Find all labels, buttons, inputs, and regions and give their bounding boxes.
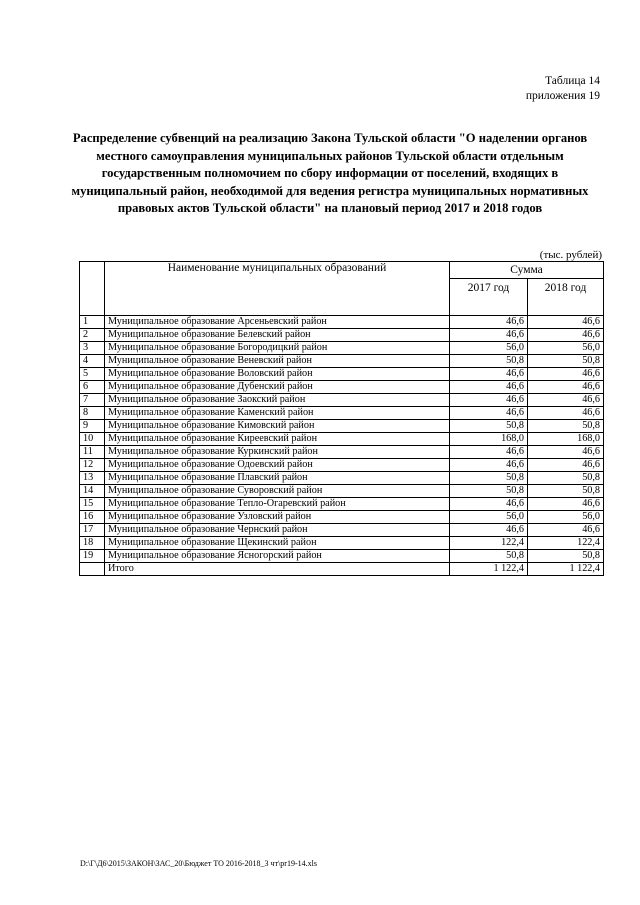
municipality-name: Муниципальное образование Дубенский район: [105, 381, 450, 394]
table-row: [80, 498, 604, 511]
amount-2018: 50,8: [528, 550, 604, 563]
table-row: [80, 381, 604, 394]
table-row: [80, 368, 604, 381]
table-row: [80, 485, 604, 498]
municipality-name: Муниципальное образование Узловский район: [105, 511, 450, 524]
table-row: [80, 537, 604, 550]
amount-2017: 122,4: [450, 537, 528, 550]
header-number-cell: [80, 262, 105, 316]
amount-2017: 46,6: [450, 368, 528, 381]
row-number: 7: [80, 394, 105, 407]
row-number: 8: [80, 407, 105, 420]
amount-2017: 46,6: [450, 394, 528, 407]
appendix-number: приложения 19: [525, 90, 600, 102]
row-number: 1: [80, 316, 105, 329]
amount-2017: 50,8: [450, 550, 528, 563]
amount-2017: 46,6: [450, 459, 528, 472]
row-number: 16: [80, 511, 105, 524]
header-sum: Сумма: [450, 262, 604, 279]
amount-2018: 50,8: [528, 420, 604, 433]
row-number: 3: [80, 342, 105, 355]
amount-2018: 168,0: [528, 433, 604, 446]
amount-2017: 56,0: [450, 342, 528, 355]
amount-2018: 56,0: [528, 342, 604, 355]
amount-2018: 122,4: [528, 537, 604, 550]
amount-2018: 50,8: [528, 472, 604, 485]
row-number: 10: [80, 433, 105, 446]
table-reference: [526, 74, 600, 104]
header-row: [80, 262, 604, 279]
row-number: 19: [80, 550, 105, 563]
amount-2017: 46,6: [450, 329, 528, 342]
amount-2017: 46,6: [450, 446, 528, 459]
table-row: [80, 459, 604, 472]
row-number: 17: [80, 524, 105, 537]
municipality-name: Муниципальное образование Киреевский район: [105, 433, 450, 446]
subvention-table: [79, 261, 604, 576]
row-number: 14: [80, 485, 105, 498]
row-number: 5: [80, 368, 105, 381]
amount-2018: 56,0: [528, 511, 604, 524]
amount-2017: 168,0: [450, 433, 528, 446]
table-row: [80, 355, 604, 368]
municipality-name: Муниципальное образование Кимовский район: [105, 420, 450, 433]
total-row: [80, 563, 604, 576]
table-row: [80, 342, 604, 355]
amount-2018: 46,6: [528, 407, 604, 420]
amount-2017: 46,6: [450, 498, 528, 511]
row-number: 6: [80, 381, 105, 394]
municipality-name: Муниципальное образование Арсеньевский район: [105, 316, 450, 329]
amount-2018: 50,8: [528, 355, 604, 368]
row-number: 15: [80, 498, 105, 511]
municipality-name: Муниципальное образование Ясногорский район: [105, 550, 450, 563]
amount-2018: 50,8: [528, 485, 604, 498]
table-row: [80, 316, 604, 329]
municipality-name: Муниципальное образование Воловский район: [105, 368, 450, 381]
amount-2017: 50,8: [450, 485, 528, 498]
municipality-name: Муниципальное образование Заокский район: [105, 394, 450, 407]
table-row: [80, 407, 604, 420]
row-number: 18: [80, 537, 105, 550]
file-path: D:\Г\Д6\2015\ЗАКОН\ЗАС_20\Бюджет ТО 2016-2018_3 чт\pr19-14.xls: [80, 859, 317, 868]
header-name: Наименование муниципальных образований: [105, 262, 450, 316]
amount-2017: 46,6: [450, 381, 528, 394]
municipality-name: Муниципальное образование Веневский район: [105, 355, 450, 368]
table-row: [80, 550, 604, 563]
table-row: [80, 329, 604, 342]
table-row: [80, 511, 604, 524]
row-number: 9: [80, 420, 105, 433]
amount-2018: 46,6: [528, 316, 604, 329]
table-row: [80, 524, 604, 537]
table-row: [80, 433, 604, 446]
total-2018: 1 122,4: [528, 563, 604, 576]
municipality-name: Муниципальное образование Плавский район: [105, 472, 450, 485]
amount-2018: 46,6: [528, 446, 604, 459]
amount-2018: 46,6: [528, 459, 604, 472]
amount-2018: 46,6: [528, 498, 604, 511]
total-2017: 1 122,4: [450, 563, 528, 576]
document-title: Распределение субвенций на реализацию Закона Тульской области "О наделении органов местного самоуправления муниципальных районов Тульской области отдельным государственным полномочием по сбору информации от поселений, входящих в муниципальный район, необходимой для ведения регистра муниципальных нормативных правовых актов Тульской области" на плановый период 2017 и 2018 годов: [71, 131, 589, 215]
header-2017: 2017 год: [450, 279, 528, 316]
table-row: [80, 446, 604, 459]
total-number-cell: [80, 563, 105, 576]
amount-2018: 46,6: [528, 524, 604, 537]
municipality-name: Муниципальное образование Богородицкий район: [105, 342, 450, 355]
municipality-name: Муниципальное образование Суворовский район: [105, 485, 450, 498]
municipality-name: Муниципальное образование Одоевский район: [105, 459, 450, 472]
row-number: 11: [80, 446, 105, 459]
municipality-name: Муниципальное образование Щекинский район: [105, 537, 450, 550]
row-number: 2: [80, 329, 105, 342]
amount-2017: 50,8: [450, 355, 528, 368]
header-2018: 2018 год: [528, 279, 604, 316]
table-row: [80, 472, 604, 485]
amount-2018: 46,6: [528, 394, 604, 407]
amount-2017: 46,6: [450, 316, 528, 329]
table-row: [80, 420, 604, 433]
municipality-name: Муниципальное образование Каменский район: [105, 407, 450, 420]
amount-2018: 46,6: [528, 329, 604, 342]
municipality-name: Муниципальное образование Белевский район: [105, 329, 450, 342]
amount-2018: 46,6: [528, 381, 604, 394]
table-row: [80, 394, 604, 407]
amount-2017: 50,8: [450, 472, 528, 485]
amount-2017: 46,6: [450, 524, 528, 537]
units-note: (тыс. рублей): [539, 249, 602, 261]
total-label: Итого: [105, 563, 450, 576]
municipality-name: Муниципальное образование Куркинский район: [105, 446, 450, 459]
amount-2018: 46,6: [528, 368, 604, 381]
municipality-name: Муниципальное образование Тепло-Огаревский район: [105, 498, 450, 511]
amount-2017: 50,8: [450, 420, 528, 433]
municipality-name: Муниципальное образование Чернский район: [105, 524, 450, 537]
table-body: [80, 262, 604, 576]
row-number: 4: [80, 355, 105, 368]
row-number: 12: [80, 459, 105, 472]
amount-2017: 56,0: [450, 511, 528, 524]
table-number: Таблица 14: [545, 75, 600, 87]
amount-2017: 46,6: [450, 407, 528, 420]
row-number: 13: [80, 472, 105, 485]
